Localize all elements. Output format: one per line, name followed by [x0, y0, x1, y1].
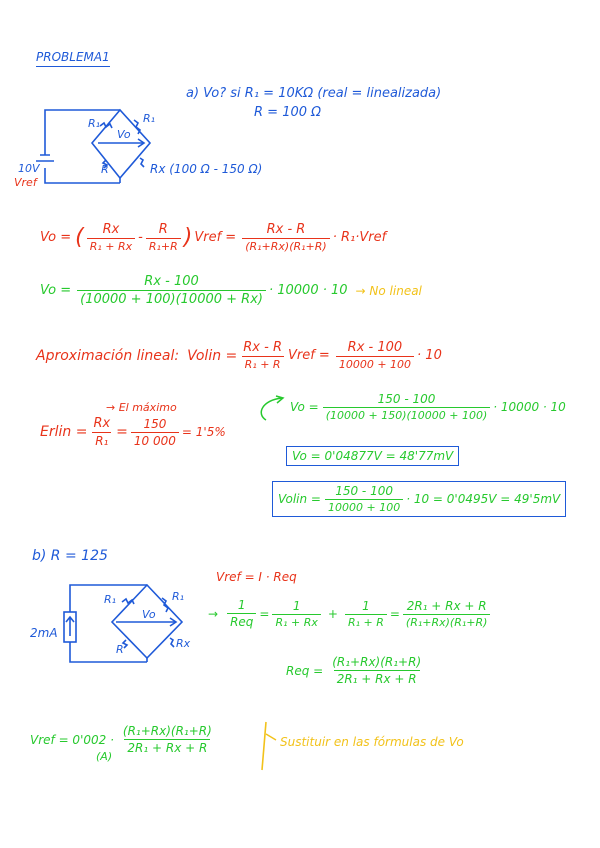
part-b-heading: b) R = 125: [32, 548, 108, 564]
vo-numeric-equation: Vo = $\frac{150 - 100}{(10000 + 150)(10000 + 100)}$ · 10000 · 10: [290, 392, 566, 422]
vo-result-box: Vo = 0'04877V = 48'77mV: [286, 446, 459, 466]
b-r-label: R: [116, 643, 124, 656]
r-label: R: [101, 163, 109, 176]
current-source-label: 2mA: [30, 626, 58, 640]
b-vo-label: Vo: [142, 608, 156, 621]
vo-label: Vo: [117, 128, 131, 141]
b-rx-label: Rx: [176, 637, 191, 650]
page-title: PROBLEMA1: [36, 50, 110, 64]
req-result-equation: Req = $\frac{\text{(R₁+Rx)(R₁+R)}}{\text{2R₁ + Rx + R}}$: [286, 655, 422, 686]
vref-ireq-equation: Vref = I · Req: [216, 570, 297, 584]
vo-substituted-equation: Vo = $\frac{Rx - 100}{(10000 + 100)(10000 + Rx)}$ · 10000 · 10 → No lineal: [40, 274, 422, 307]
substitute-note: Sustituir en las fórmulas de Vo: [280, 735, 464, 749]
linear-approximation-equation: Aproximación lineal: Volin = $\frac{Rx - R}{\text{R₁ + R}}$ Vref = $\frac{Rx - 100}{10000 + 100}$ · 10: [36, 340, 442, 371]
b-r1-left-label: R₁: [104, 593, 117, 606]
part-a-r-value: R = 100 Ω: [254, 105, 322, 120]
part-a-question: a) Vo? si R₁ = 10KΩ (real = linealizada): [186, 86, 442, 101]
r1-left-label: R₁: [88, 117, 101, 130]
r1-right-label: R₁: [143, 112, 156, 125]
no-lineal-note: → No lineal: [355, 283, 422, 298]
linearity-error-equation: Erlin = $\frac{Rx}{\text{R₁}}$ = $\frac{150}{10 000}$ = 1'5%: [40, 416, 226, 448]
rx-label: Rx (100 Ω - 150 Ω): [150, 162, 263, 176]
b-r1-right-label: R₁: [172, 590, 185, 603]
vo-general-equation: Vo = ( $\frac{Rx}{\text{R₁ + Rx}}$ - $\frac{R}{\text{R₁+R}}$ ) Vref = $\frac{Rx - R}{\text{(R₁+Rx)(R₁+R)}}$ · R₁·Vref: [40, 222, 387, 253]
vref-label: Vref: [14, 176, 37, 189]
vref-final-equation: Vref = 0'002 · (A) $\frac{\text{(R₁+Rx)(R₁+R)}}{\text{2R₁ + Rx + R}}$: [30, 724, 212, 763]
volin-result-box: Volin = $\frac{150 - 100}{10000 + 100}$ · 10 = 0'0495V = 49'5mV: [272, 481, 566, 517]
source-label: 10V: [18, 162, 40, 175]
req-equation: → $\frac{1}{\text{Req}}$ = $\frac{1}{\text{R₁ + Rx}}$ + $\frac{1}{\text{R₁ + R}}$ = $\frac{\text{2R₁ + Rx + R}}{\text{(R₁+Rx)(R₁+R)}}$: [208, 598, 493, 629]
max-note: → El máximo: [106, 401, 177, 414]
